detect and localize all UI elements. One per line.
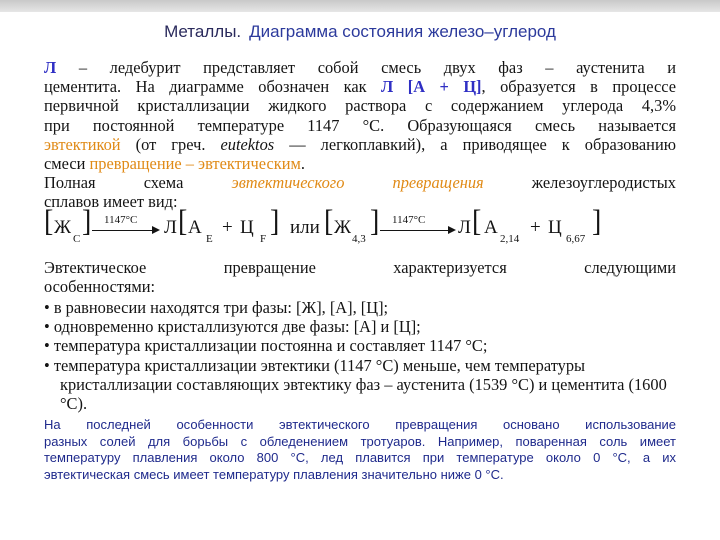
para1-line3: первичной кристаллизации жидкого раствора с содержанием углерода 4,3%	[44, 96, 676, 116]
para1-line1	[44, 58, 676, 77]
or-word: или	[290, 216, 320, 238]
para2-line2: сплавов имеет вид:	[44, 192, 178, 212]
bracket-close-result-left: ]	[270, 204, 280, 239]
bracket-open-result-right: [	[472, 204, 482, 239]
liquid-sub-left: C	[73, 232, 81, 245]
austenite-left: А	[188, 216, 202, 238]
para1-l1-text: – ледебурит представляет собой смесь двух фаз – аустенита и	[56, 58, 676, 77]
para1-line5	[44, 135, 676, 154]
note-line2: разных солей для борьбы с обледенением тротуаров. Например, поваренная соль имеет	[44, 433, 676, 449]
list-item: • температура кристаллизации эвтектики (1147 °С) меньше, чем температуры кристаллизации составляющих эвтектику фаз – аустенита (1539 °С) и цементита (1600 °С).	[44, 355, 667, 414]
note-line4: эвтектическая смесь имеет температуру плавления значительно ниже 0 °С.	[44, 467, 504, 483]
arrow-right-head	[448, 226, 456, 234]
para1-line6	[44, 154, 676, 173]
plus-left: +	[222, 216, 233, 238]
liquid-sub-right: 4,3	[352, 232, 366, 245]
eutectic-transformation-italic: эвтектического превращения	[231, 173, 484, 193]
list-item: • одновременно кристаллизуются две фазы: [А] и [Ц];	[44, 317, 421, 337]
greek-word: eutektos	[220, 134, 275, 154]
paragraph-ledeburite	[44, 58, 676, 173]
para3-line2: особенностями:	[44, 276, 156, 296]
paragraph-scheme	[44, 173, 676, 211]
para3-line1: Эвтектическое превращение характеризуется следующими	[44, 257, 676, 277]
bracket-open-result-left: [	[178, 204, 188, 239]
para1-l6-text: смеси	[44, 154, 90, 174]
arrow-right-line	[380, 230, 450, 231]
note-line1: На последней особенности эвтектического превращения основано использование	[44, 417, 676, 433]
para1-line2	[44, 77, 676, 96]
para1-l2-end: , образуется в процессе	[481, 77, 676, 97]
para1-l6-end: .	[300, 154, 305, 174]
top-bar	[0, 0, 720, 12]
para1-line4: при постоянной температуре 1147 °С. Образующаяся смесь называется	[44, 115, 676, 135]
austenite-sub-left: E	[206, 232, 213, 245]
condition-right: 1147°C	[392, 213, 426, 226]
condition-left: 1147°C	[104, 213, 138, 226]
austenite-sub-right: 2,14	[500, 232, 520, 245]
cementite-right: Ц	[548, 216, 562, 238]
bracket-open-left: [	[44, 204, 54, 239]
result-right: Л	[458, 216, 471, 238]
title-part-2: Диаграмма состояния железо–углерод	[249, 22, 556, 41]
list-item: • температура кристаллизации постоянна и составляет 1147 °С;	[44, 336, 488, 356]
result-left: Л	[164, 216, 177, 238]
note-line3: температуру плавления около 800 °С, лед плавится при температуре около 0 °С, а их	[44, 450, 676, 466]
para2-l1-text: Полная схема	[44, 173, 232, 193]
paragraph-features	[44, 258, 676, 296]
para2-l1-end: железоуглеродистых	[483, 173, 676, 193]
features-list	[44, 298, 676, 413]
austenite-right: А	[484, 216, 498, 238]
liquid-phase-left: Ж	[54, 216, 72, 238]
para2-line1	[44, 173, 676, 192]
list-item: • в равновесии находятся три фазы: [Ж], [А], [Ц];	[44, 298, 389, 318]
cementite-sub-right: 6,67	[566, 232, 586, 245]
eutectic-transformation-term: превращение – эвтектическим	[89, 154, 301, 174]
note-paragraph	[44, 417, 676, 483]
para1-l2-text: цементита. На диаграмме обозначен как	[44, 77, 382, 97]
bracket-open-right: [	[324, 204, 334, 239]
bracket-close-result-right: ]	[592, 204, 602, 239]
ledeburite-notation: Л [А + Ц]	[381, 77, 482, 97]
plus-right: +	[530, 216, 541, 238]
transformation-formula	[44, 204, 676, 248]
bracket-close-left: ]	[82, 204, 92, 239]
page-title	[0, 22, 720, 42]
liquid-phase-right: Ж	[334, 216, 352, 238]
cementite-left: Ц	[240, 216, 254, 238]
para1-l5-text: (от греч.	[120, 134, 221, 154]
arrow-left-head	[152, 226, 160, 234]
para1-l5-end: — легкоплавкий), а приводящее к образованию	[274, 134, 676, 154]
title-part-1: Металлы.	[164, 22, 242, 41]
ledeburite-symbol: Л	[44, 58, 57, 77]
cementite-sub-left: F	[260, 232, 267, 245]
slide-content	[44, 58, 676, 484]
eutectic-term: эвтектикой	[44, 134, 121, 154]
arrow-left-line	[92, 230, 154, 231]
bracket-close-right: ]	[370, 204, 380, 239]
